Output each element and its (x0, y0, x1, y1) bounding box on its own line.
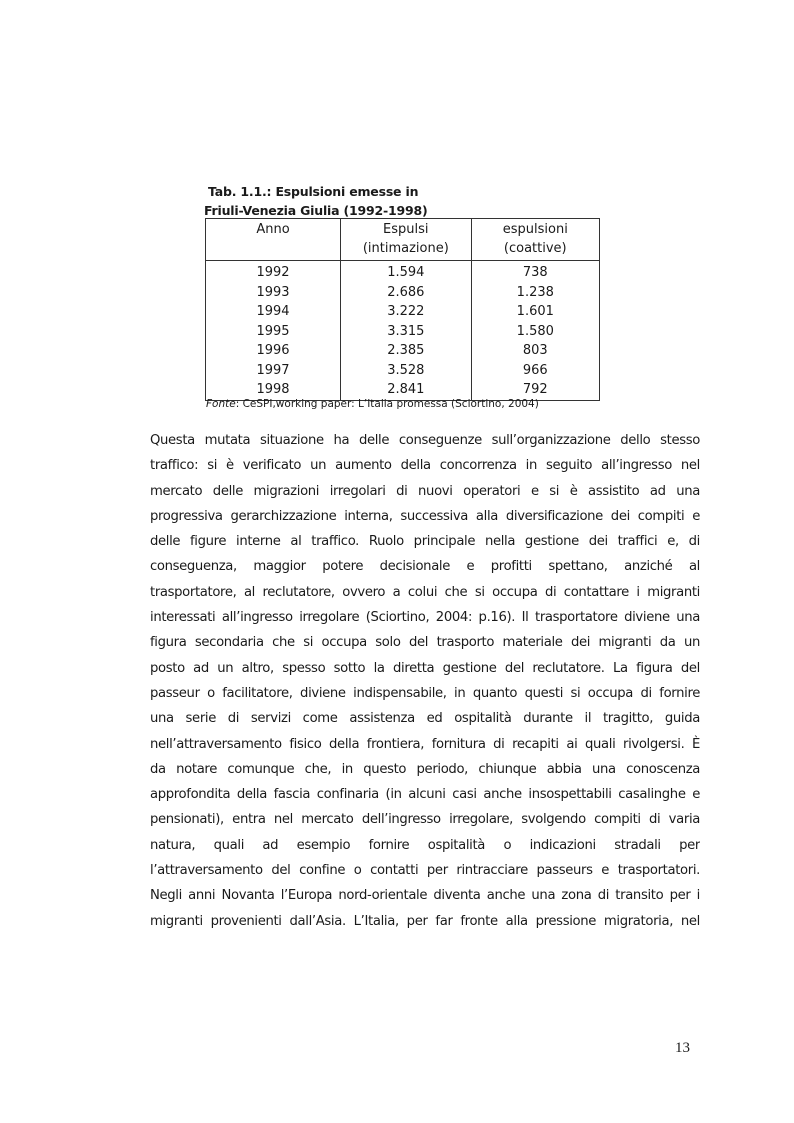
body-line: pensionati), entra nel mercato dell’ingresso irregolare, svolgendo compiti di varia (150, 812, 700, 828)
source-label: Fonte (206, 398, 236, 410)
cell-espulsi: 3.315 (341, 322, 472, 342)
cell-coattive: 1.238 (471, 283, 599, 303)
table-row (206, 341, 600, 361)
body-line: Questa mutata situazione ha delle conseguenze sull’organizzazione dello stesso (150, 433, 700, 448)
cell-coattive: 792 (471, 380, 599, 400)
table-row (206, 302, 600, 322)
table-caption-line-2: Friuli-Venezia Giulia (1992-1998) (204, 203, 428, 218)
header-coattive-label: espulsioni (502, 222, 568, 237)
cell-espulsi: 1.594 (341, 261, 472, 283)
header-anno (206, 219, 341, 261)
body-line: da notare comunque che, in questo periodo, chiunque abbia una conoscenza (150, 761, 700, 777)
cell-anno: 1997 (206, 361, 341, 381)
cell-coattive: 738 (471, 261, 599, 283)
table-caption-line-1: Tab. 1.1.: Espulsioni emesse in (208, 184, 419, 199)
table-row (206, 261, 600, 283)
body-line: approfondita della fascia confinaria (in alcuni casi anche insospettabili casalinghe e (150, 787, 700, 803)
cell-anno: 1998 (206, 380, 341, 400)
body-line: conseguenza, maggior potere decisionale e profitti spettano, anziché al (150, 559, 700, 575)
body-line: natura, quali ad esempio fornire ospitalità o indicazioni stradali per (150, 837, 700, 853)
cell-anno: 1992 (206, 261, 341, 283)
table-row (206, 322, 600, 342)
table-row (206, 361, 600, 381)
cell-espulsi: 2.686 (341, 283, 472, 303)
body-line: Negli anni Novanta l’Europa nord-orientale diventa anche una zona di transito per i (150, 888, 700, 904)
cell-espulsi: 3.222 (341, 302, 472, 322)
body-line: una serie di servizi come assistenza ed ospitalità durante il tragitto, guida (150, 711, 700, 727)
cell-coattive: 1.601 (471, 302, 599, 322)
body-line: figura secondaria che si occupa solo del trasporto materiale dei migranti da un (150, 635, 700, 651)
table-header-row (206, 219, 600, 261)
body-line: l’attraversamento del confine o contatti per rintracciare passeurs e trasportatori. (150, 863, 700, 879)
cell-coattive: 803 (471, 341, 599, 361)
cell-coattive: 1.580 (471, 322, 599, 342)
header-espulsi-label: Espulsi (383, 222, 429, 237)
body-line: traffico: si è verificato un aumento della concorrenza in seguito all’ingresso nel (150, 458, 700, 474)
header-espulsi (341, 219, 472, 261)
cell-anno: 1996 (206, 341, 341, 361)
table-row (206, 283, 600, 303)
cell-espulsi: 3.528 (341, 361, 472, 381)
table-source-note (206, 397, 539, 411)
expulsions-table (205, 218, 600, 401)
cell-anno: 1995 (206, 322, 341, 342)
body-line: passeur o facilitatore, diviene indispensabile, in quanto questi si occupa di fornire (150, 685, 700, 701)
body-line: migranti provenienti dall’Asia. L’Italia, per far fronte alla pressione migratoria, nel (150, 913, 700, 929)
cell-coattive: 966 (471, 361, 599, 381)
header-anno-label: Anno (256, 222, 290, 237)
cell-espulsi: 2.841 (341, 380, 472, 400)
body-line: interessati all’ingresso irregolare (Sciortino, 2004: p.16). Il trasportatore diviene una (150, 610, 700, 626)
table-body (206, 261, 600, 401)
cell-anno: 1994 (206, 302, 341, 322)
body-line: mercato delle migrazioni irregolari di nuovi operatori e si è assistito ad una (150, 483, 700, 499)
body-paragraph (150, 428, 700, 934)
body-line: delle figure interne al traffico. Ruolo principale nella gestione dei traffici e, di (150, 534, 700, 550)
body-line: nell’attraversamento fisico della frontiera, fornitura di recapiti ai quali rivolgersi. È (150, 736, 700, 752)
cell-anno: 1993 (206, 283, 341, 303)
table-header (206, 219, 600, 261)
body-line: posto ad un altro, spesso sotto la diretta gestione del reclutatore. La figura del (150, 660, 700, 676)
page-number: 13 (675, 1040, 690, 1056)
header-espulsi-sublabel: (intimazione) (362, 241, 449, 256)
body-line: trasportatore, al reclutatore, ovvero a colui che si occupa di contattare i migranti (150, 584, 700, 600)
header-coattive-sublabel: (coattive) (503, 241, 567, 256)
body-line: progressiva gerarchizzazione interna, successiva alla diversificazione dei compiti e (150, 508, 700, 524)
source-text: : CeSPI,working paper: L’Italia promessa (Sciortino, 2004) (235, 398, 539, 410)
header-coattive (471, 219, 599, 261)
cell-espulsi: 2.385 (341, 341, 472, 361)
